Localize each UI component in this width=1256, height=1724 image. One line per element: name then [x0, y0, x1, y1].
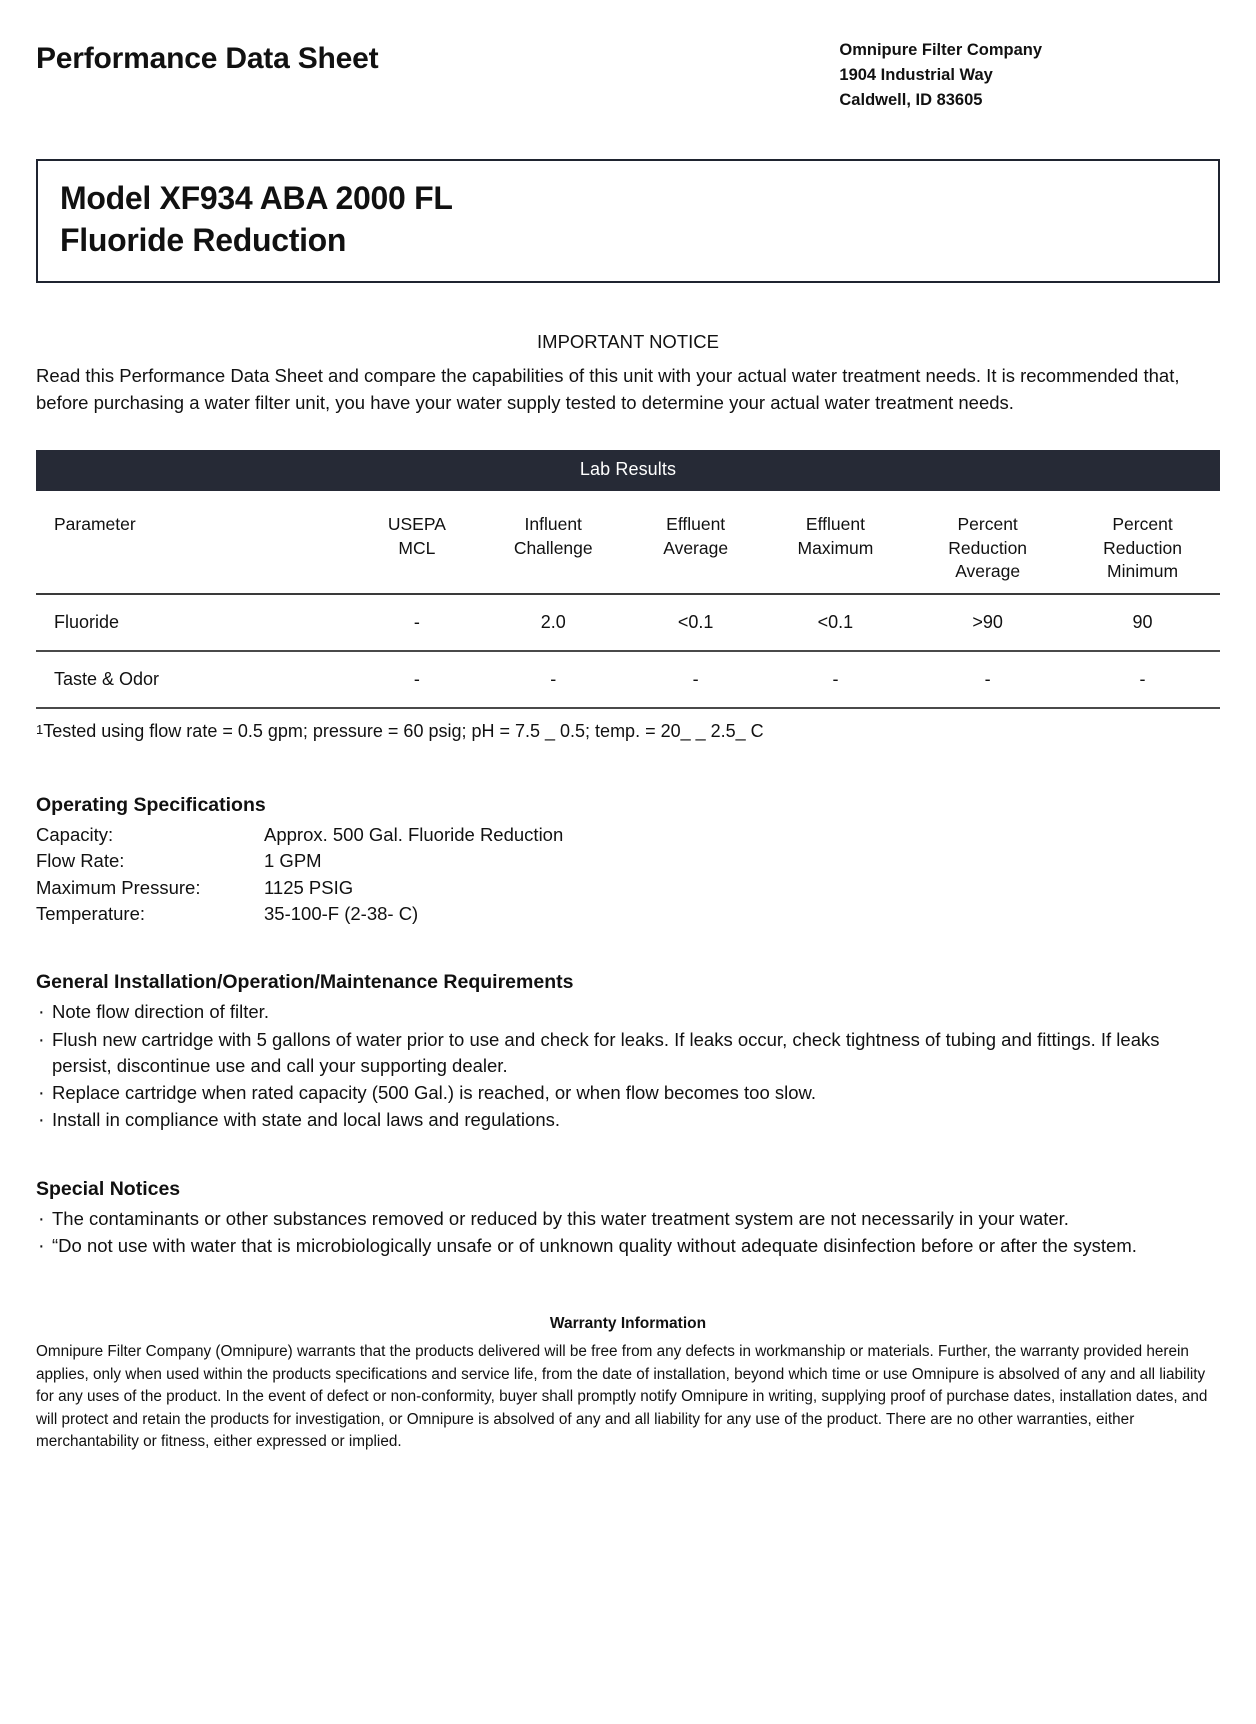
- company-city-state-zip: Caldwell, ID 83605: [839, 91, 983, 110]
- cell-effluent-average: <0.1: [631, 594, 761, 651]
- cell-usepa-mcl: -: [358, 594, 476, 651]
- column-header-percent-reduction-average: [910, 491, 1065, 594]
- spec-row-maximum-pressure: [36, 875, 1220, 901]
- column-header-line: Minimum: [1107, 560, 1179, 581]
- column-header-line: MCL: [398, 537, 436, 558]
- operating-specifications-heading: Operating Specifications: [36, 794, 266, 817]
- document-header: [36, 38, 1220, 113]
- column-header-line: Maximum: [797, 537, 874, 558]
- footnote-marker: 1: [36, 722, 44, 738]
- cell-parameter: Taste & Odor: [36, 651, 358, 708]
- special-notices-section: [36, 1178, 1220, 1260]
- list-item: · “Do not use with water that is microbiologically unsafe or of unknown quality without adequate disinfection before or after the system.: [36, 1233, 1220, 1259]
- list-item: · Note flow direction of filter.: [36, 999, 1220, 1025]
- table-header-row: [36, 491, 1220, 594]
- cell-percent-reduction-average: >90: [910, 594, 1065, 651]
- warranty-section: [36, 1315, 1220, 1453]
- column-header-parameter: [36, 491, 358, 594]
- lab-results-banner-row: [36, 450, 1220, 491]
- company-name: Omnipure Filter Company: [839, 41, 1042, 59]
- general-requirements-heading: General Installation/Operation/Maintenance Requirements: [36, 971, 574, 994]
- column-header-line: Influent: [524, 514, 582, 535]
- spec-row-capacity: [36, 822, 1220, 848]
- column-header-line: Challenge: [513, 537, 593, 558]
- cell-parameter: Fluoride: [36, 594, 358, 651]
- spec-row-temperature: [36, 901, 1220, 927]
- spec-label: Flow Rate:: [36, 850, 125, 872]
- list-item: · Replace cartridge when rated capacity (500 Gal.) is reached, or when flow becomes too slow.: [36, 1080, 1220, 1106]
- list-item: · The contaminants or other substances removed or reduced by this water treatment system are not necessarily in your water.: [36, 1206, 1220, 1232]
- table-row: [36, 651, 1220, 708]
- cell-influent-challenge: 2.0: [476, 594, 631, 651]
- table-footnote: [36, 721, 1220, 742]
- model-title-box: [36, 159, 1220, 283]
- column-header-line: Percent: [1112, 514, 1173, 535]
- spec-value: 1125 PSIG: [264, 876, 354, 898]
- spec-value: 35-100-F (2-38- C): [264, 903, 419, 925]
- important-notice-heading: IMPORTANT NOTICE: [537, 331, 719, 353]
- column-header-line: Percent: [957, 514, 1018, 535]
- company-street: 1904 Industrial Way: [839, 66, 993, 85]
- spec-row-flow-rate: [36, 848, 1220, 874]
- cell-effluent-average: -: [631, 651, 761, 708]
- general-requirements-list: [36, 999, 1220, 1133]
- cell-percent-reduction-minimum: 90: [1065, 594, 1220, 651]
- column-header-line: Parameter: [54, 514, 136, 535]
- spec-label: Capacity:: [36, 824, 114, 846]
- page-title: Performance Data Sheet: [36, 42, 379, 75]
- column-header-percent-reduction-minimum: [1065, 491, 1220, 594]
- list-item: · Install in compliance with state and local laws and regulations.: [36, 1107, 1220, 1133]
- column-header-effluent-average: [631, 491, 761, 594]
- column-header-influent-challenge: [476, 491, 631, 594]
- footnote-text: Tested using flow rate = 0.5 gpm; pressure = 60 psig; pH = 7.5 _ 0.5; temp. = 20_ _ 2.5_ C: [43, 721, 764, 742]
- cell-percent-reduction-minimum: -: [1065, 651, 1220, 708]
- column-header-line: Average: [663, 537, 729, 558]
- spec-label: Temperature:: [36, 903, 145, 925]
- warranty-heading: Warranty Information: [549, 1315, 707, 1333]
- cell-percent-reduction-average: -: [910, 651, 1065, 708]
- important-notice-body: Read this Performance Data Sheet and compare the capabilities of this unit with your actual water treatment needs. It is recommended that, before purchasing a water filter unit, you have your water supply tested to determine your actual water treatment needs.: [36, 365, 1180, 414]
- cell-influent-challenge: -: [476, 651, 631, 708]
- warranty-body: Omnipure Filter Company (Omnipure) warrants that the products delivered will be free from any defects in workmanship or materials. Further, the warranty provided herein applies, only when used within the products specifications and service life, from the date of installation, beyond which time or use Omnipure is absolved of any and all liability for any uses of the product. In the event of defect or non-conformity, buyer shall promptly notify Omnipure in writing, supplying proof of purchase dates, installation dates, and will protect and retain the products for investigation, or Omnipure is absolved of any and all liability for any use of the product. There are no other warranties, either merchantability or fitness, either expressed or implied.: [36, 1343, 1208, 1451]
- lab-results-banner-label: Lab Results: [36, 450, 1220, 491]
- model-number: Model XF934 ABA 2000 FL: [60, 180, 453, 217]
- column-header-line: USEPA: [387, 514, 446, 535]
- company-address-block: [839, 38, 1220, 113]
- column-header-line: Reduction: [1103, 537, 1182, 558]
- special-notices-list: [36, 1206, 1220, 1260]
- general-requirements-section: [36, 971, 1220, 1133]
- spec-label: Maximum Pressure:: [36, 876, 201, 898]
- column-header-effluent-maximum: [761, 491, 911, 594]
- spec-value: 1 GPM: [264, 850, 322, 872]
- column-header-line: Average: [955, 560, 1021, 581]
- important-notice-section: [36, 331, 1220, 416]
- lab-results-table: [36, 450, 1220, 709]
- cell-effluent-maximum: -: [761, 651, 911, 708]
- spec-value: Approx. 500 Gal. Fluoride Reduction: [264, 824, 564, 846]
- operating-specifications-section: [36, 794, 1220, 927]
- table-row: [36, 594, 1220, 651]
- model-application: Fluoride Reduction: [60, 221, 347, 258]
- special-notices-heading: Special Notices: [36, 1177, 181, 1200]
- column-header-line: Reduction: [948, 537, 1028, 558]
- cell-effluent-maximum: <0.1: [761, 594, 911, 651]
- column-header-line: Effluent: [805, 514, 865, 535]
- cell-usepa-mcl: -: [358, 651, 476, 708]
- list-item: · Flush new cartridge with 5 gallons of water prior to use and check for leaks. If leaks occur, check tightness of tubing and fittings. If leaks persist, discontinue use and call your supporting dealer.: [36, 1027, 1220, 1080]
- column-header-line: Effluent: [666, 514, 726, 535]
- column-header-usepa-mcl: [358, 491, 476, 594]
